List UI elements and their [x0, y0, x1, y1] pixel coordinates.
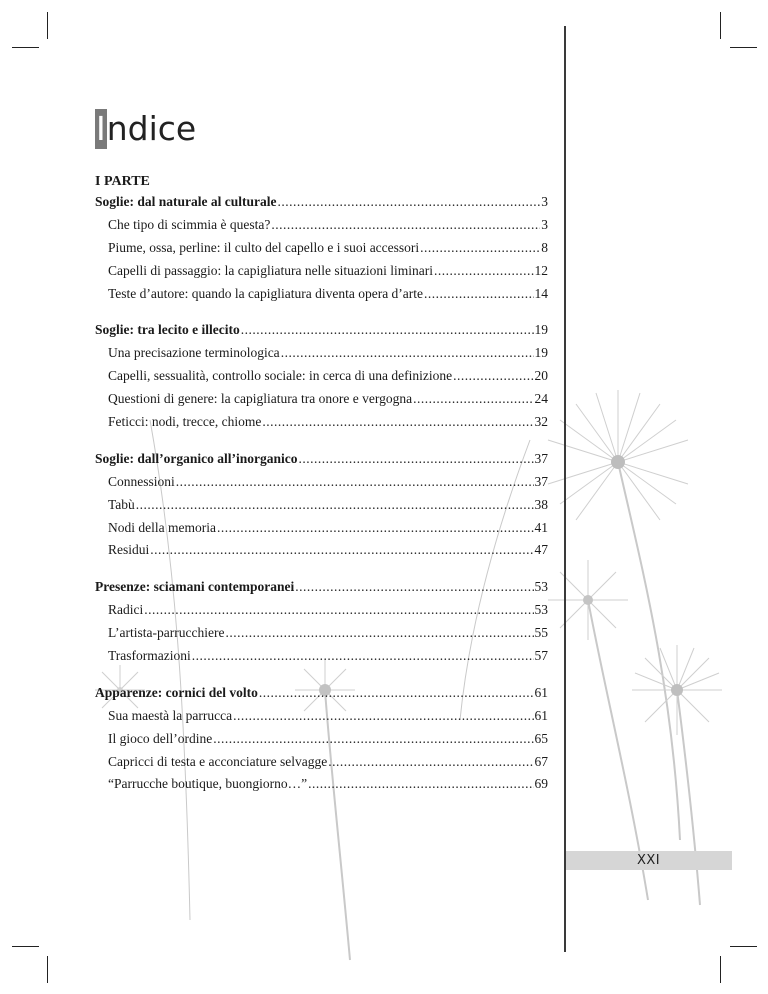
dot-leader — [308, 773, 533, 796]
toc-entry-page: 20 — [534, 368, 548, 384]
dot-leader — [144, 599, 533, 622]
toc-entry[interactable] — [95, 517, 548, 540]
page-title — [95, 106, 196, 152]
toc-chapter-title: Presenze: sciamani contemporanei — [95, 579, 295, 595]
toc-chapter-page: 53 — [534, 579, 548, 595]
title-rest: ndice — [106, 109, 197, 148]
toc-entry[interactable] — [95, 237, 548, 260]
toc-chapter[interactable] — [95, 448, 548, 471]
toc-entry-title: Tabù — [108, 496, 135, 512]
toc-entry-page: 41 — [534, 519, 548, 535]
toc-entry-page: 32 — [534, 414, 548, 430]
page-number: XXI — [637, 853, 661, 868]
dot-leader — [262, 411, 533, 434]
toc-entry-title: Radici — [108, 602, 144, 618]
toc-entry-title: Feticci: nodi, trecce, chiome — [108, 414, 262, 430]
toc-chapter-page: 37 — [534, 450, 548, 466]
toc-section — [95, 191, 548, 305]
toc-chapter-title: Soglie: dal naturale al culturale — [95, 194, 277, 209]
toc-entry-title: Capelli, sessualità, controllo sociale: in cerca di una definizione — [108, 368, 453, 384]
toc-entry-title: Piume, ossa, perline: il culto del capello e i suoi accessori — [108, 239, 420, 255]
toc-section — [95, 319, 548, 433]
toc-entry-title: “Parrucche boutique, buongiorno…” — [108, 776, 308, 792]
dot-leader — [271, 214, 540, 237]
toc-chapter[interactable] — [95, 319, 548, 342]
toc-chapter-page: 19 — [534, 322, 548, 338]
toc-entry[interactable] — [95, 283, 548, 306]
toc-entry[interactable] — [95, 645, 548, 668]
page-divider-line — [564, 26, 566, 952]
toc-entry-page: 24 — [534, 391, 548, 407]
toc-section — [95, 682, 548, 796]
toc-entry[interactable] — [95, 214, 548, 237]
dot-leader — [281, 342, 534, 365]
toc-entry-page: 3 — [541, 216, 548, 232]
dot-leader — [176, 471, 534, 494]
toc-entry-page: 55 — [534, 625, 548, 641]
toc-entry-title: Capricci di testa e acconciature selvagge — [108, 753, 328, 769]
toc-entry-page: 12 — [534, 262, 548, 278]
toc-entry-page: 14 — [534, 285, 548, 301]
dot-leader — [295, 576, 533, 599]
toc-sections — [95, 191, 548, 796]
toc-entry[interactable] — [95, 751, 548, 774]
dot-leader — [192, 645, 534, 668]
toc-entry-title: Sua maestà la parrucca — [108, 707, 233, 723]
toc-entry-title: Una precisazione terminologica — [108, 345, 280, 361]
toc-entry-page: 47 — [534, 542, 548, 558]
toc-entry-title: Residui — [108, 542, 150, 558]
toc-entry-page: 19 — [534, 345, 548, 361]
toc-entry[interactable] — [95, 494, 548, 517]
toc-entry-page: 61 — [534, 707, 548, 723]
toc-chapter[interactable] — [95, 682, 548, 705]
dot-leader — [217, 517, 534, 540]
toc-entry-page: 53 — [534, 602, 548, 618]
toc-entry-title: Teste d’autore: quando la capigliatura diventa opera d’arte — [108, 285, 424, 301]
dot-leader — [213, 728, 533, 751]
toc-entry-title: Questioni di genere: la capigliatura tra onore e vergogna — [108, 391, 413, 407]
toc-chapter-title: Apparenze: cornici del volto — [95, 684, 258, 700]
toc-entry-page: 57 — [534, 648, 548, 664]
toc-entry[interactable] — [95, 599, 548, 622]
toc-entry-page: 65 — [534, 730, 548, 746]
toc-entry[interactable] — [95, 622, 548, 645]
toc-chapter-page: 3 — [541, 194, 548, 209]
toc-entry[interactable] — [95, 773, 548, 796]
dot-leader — [136, 494, 534, 517]
dot-leader — [259, 682, 534, 705]
toc-entry-page: 8 — [541, 239, 548, 255]
toc-entry-title: Il gioco dell’ordine — [108, 730, 213, 746]
dot-leader — [233, 705, 533, 728]
toc-chapter[interactable] — [95, 576, 548, 599]
toc-chapter-title: Soglie: dall’organico all’inorganico — [95, 450, 298, 466]
dot-leader — [225, 622, 533, 645]
toc-entry[interactable] — [95, 471, 548, 494]
toc-entry[interactable] — [95, 342, 548, 365]
toc-entry[interactable] — [95, 728, 548, 751]
toc-entry[interactable] — [95, 365, 548, 388]
toc-entry-title: Nodi della memoria — [108, 519, 216, 535]
toc-entry-title: Trasformazioni — [108, 648, 191, 664]
toc-entry-title: Che tipo di scimmia è questa? — [108, 216, 271, 232]
dot-leader — [328, 751, 533, 774]
dot-leader — [413, 388, 533, 411]
toc-entry[interactable] — [95, 539, 548, 562]
part-label: I PARTE — [95, 174, 150, 189]
toc-entry[interactable] — [95, 411, 548, 434]
table-of-contents — [95, 172, 548, 796]
dot-leader — [241, 319, 534, 342]
toc-chapter[interactable] — [95, 191, 548, 214]
toc-section — [95, 576, 548, 668]
toc-entry-page: 69 — [534, 776, 548, 792]
toc-chapter-page: 61 — [534, 684, 548, 700]
toc-entry[interactable] — [95, 260, 548, 283]
toc-entry[interactable] — [95, 388, 548, 411]
toc-entry-title: Connessioni — [108, 473, 175, 489]
dot-leader — [420, 237, 540, 260]
dot-leader — [434, 260, 533, 283]
dot-leader — [424, 283, 533, 306]
toc-entry[interactable] — [95, 705, 548, 728]
dot-leader — [150, 539, 533, 562]
toc-chapter-title: Soglie: tra lecito e illecito — [95, 322, 240, 338]
title-initial: I — [96, 109, 106, 148]
toc-entry-page: 37 — [534, 473, 548, 489]
toc-entry-page: 67 — [534, 753, 548, 769]
toc-section — [95, 448, 548, 562]
dot-leader — [299, 448, 534, 471]
toc-entry-title: L’artista-parrucchiere — [108, 625, 225, 641]
toc-entry-title: Capelli di passaggio: la capigliatura nelle situazioni liminari — [108, 262, 434, 278]
toc-entry-page: 38 — [534, 496, 548, 512]
dot-leader — [278, 191, 541, 214]
dot-leader — [453, 365, 533, 388]
